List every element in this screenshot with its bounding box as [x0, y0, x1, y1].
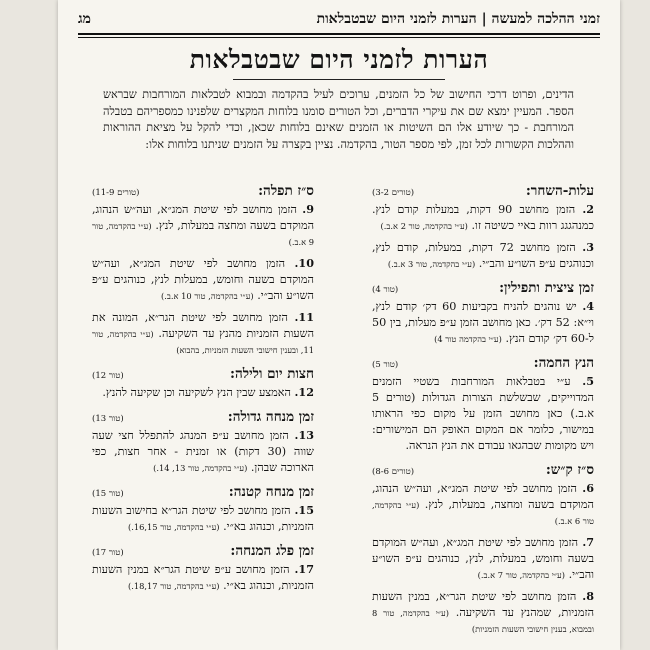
note-text: הזמן מחושב לפי שיטת המג״א, ועה״ש הנהוג, המוקדם בשעה ומחצה במעלות, לנץ. — [92, 203, 315, 232]
note-number: 11. — [294, 310, 314, 324]
section-title: זמן מנחה גדולה: — [227, 409, 314, 425]
section-column-ref: (טור 15) — [92, 489, 124, 499]
note-text: הזמן מחושב לפי שיטת הגר״א, במנין השעות הזמניות, שמהנץ עד השקיעה. — [372, 590, 594, 619]
section-heading — [92, 183, 314, 201]
note-text: האמצע שבין הנץ לשקיעה וכן שקיעה להנץ. — [102, 386, 291, 399]
section-column-ref: (טורים 8-6) — [372, 467, 415, 477]
note-item — [92, 561, 314, 594]
note-item — [92, 427, 314, 476]
page-title: הערות לזמני היום שבטבלאות — [189, 45, 489, 74]
note-text: הזמן מחושב 72 דקות, במעלות, קודם לנץ, וכנוהגים ע״פ השו״ע והב״י. — [372, 241, 594, 270]
note-item — [372, 298, 594, 347]
section-column-ref: (טור 5) — [372, 360, 399, 370]
note-reference: (ע״י בהקדמה, טור 7 א.ב.) — [477, 570, 565, 580]
note-text: הזמן מחושב 90 דקות, במעלות קודם לנץ. כמנהגגג רוות באיי כשיטה זו. — [372, 203, 594, 232]
section-title: הנץ החמה: — [533, 355, 594, 371]
note-reference: (ע״י בהקדמה, טור 6 א.ב.) — [372, 500, 594, 526]
section-heading — [92, 543, 314, 561]
note-number: 2. — [582, 202, 595, 216]
note-number: 4. — [582, 299, 595, 313]
note-item — [92, 384, 314, 401]
note-reference: (ע״י בהקדמה, טור 2 א.ב.) — [380, 221, 468, 231]
section-column-ref: (טורים 11-9) — [92, 188, 140, 198]
note-reference: (ע״י בהקדמה, טור 10 א.ב.) — [161, 291, 254, 301]
section-column-ref: (טור 4) — [372, 285, 399, 295]
note-item — [372, 201, 594, 234]
section-column-ref: (טור 13) — [92, 414, 124, 424]
note-number: 8. — [582, 589, 594, 603]
note-reference: (ע״י בהקדמה, טור 9 א.ב.) — [92, 221, 314, 247]
note-text: הזמן מחושב ע״פ שיטת הגר״א במנין השעות הזמניות, וכנהוג בא״י. — [92, 563, 314, 592]
note-number: 13. — [294, 428, 315, 442]
title-underline — [233, 79, 445, 80]
section-column-ref: (טורים 3-2) — [372, 188, 415, 198]
section-title: ס״ז ק״ש: — [545, 462, 594, 478]
note-reference: (ע״י בהקדמה, טור 16,15.) — [127, 522, 220, 532]
note-item — [92, 201, 314, 250]
note-text: הזמן מחושב לפי שיטת המג״א, ועה״ש הנהוג, המוקדם בשעה ומחצה, במעלות, לנץ. — [372, 482, 594, 511]
note-item — [372, 588, 594, 637]
note-text: ע״י בטבלאות המורחבות בשטיי הזמנים המדוייקים, שבשלשת הצורות הגדולות (טורים 5 א.ב.) כאן מחושב הזמן על מקום כפי הראותו במישור, כלומר אם המקום האופק הם המישורים: ויש מקומות שבהגאו עבודם את הנץ הנראה. — [372, 375, 594, 452]
section-heading — [372, 280, 594, 298]
section-heading — [372, 355, 594, 373]
note-reference: (ע״י בהקדמה טור 4) — [434, 334, 502, 344]
note-number: 3. — [582, 240, 594, 254]
note-text: הזמן מחושב לפי שיטת הגר״א בחישוב השעות הזמניות, וכנהוג בא״י. — [92, 504, 314, 533]
note-item — [372, 373, 594, 454]
section-title: זמן פלג המנחה: — [230, 543, 314, 559]
section-title: עלות-השחר: — [525, 183, 594, 199]
note-number: 17. — [294, 562, 314, 576]
note-item — [372, 239, 594, 272]
left-column — [92, 183, 314, 599]
note-item — [92, 309, 314, 358]
note-number: 6. — [582, 481, 594, 495]
section-title: זמן מנחה קטנה: — [228, 484, 314, 500]
section-heading — [92, 366, 314, 384]
page-number: מג — [78, 10, 91, 27]
note-reference: (ע״י בהקדמה, טור 3 א.ב.) — [387, 259, 476, 269]
book-page — [58, 0, 620, 650]
section-column-ref: (טור 12) — [92, 371, 124, 381]
note-number: 5. — [582, 374, 594, 388]
note-item — [372, 534, 594, 583]
note-text: הזמן מחושב לפי שיטת המג״א, ועה״ש המוקדם בשעה וחומש, במעלות לנץ, כנוהגים ע״פ השו״ע והב״י. — [92, 257, 314, 302]
intro-paragraph: הדינים, ופרוט דרכי החישוב של כל הזמנים, ערוכים לעיל בהקדמה ובמבוא לטבלאות המורחבות שבראש הספר. המעיין ימצא שם את עיקרי הדברים, וכל הטורים סומנו בלוחות המקצרים שלפנינו כמספריהם בטבלה המורחבת - כך שיודע אלו הם השיטות או הזמנים שאינם בלוחות שכאן, וכדי להקל על מציאת ההוראות וההלכות הקשורות לכל זמן, לפי מספר הטור, בהקדמה. נציין בקצרה על הזמנים שניתנו בלוחות אלו: — [103, 88, 574, 151]
section-title: זמן ציצית ותפילין: — [499, 280, 594, 296]
running-header — [58, 8, 620, 30]
header-rule-thick — [78, 33, 600, 35]
section-title: ס״ז תפלה: — [258, 183, 314, 199]
note-text: הזמן מחושב לפי שיטת הגר״א, המונה את השעות הזמניות מהנץ עד השקיעה. — [92, 311, 314, 340]
note-item — [92, 502, 314, 535]
running-title: זמני ההלכה למעשה | הערות לזמני היום שבטבלאות — [316, 10, 600, 27]
note-item — [372, 480, 594, 529]
section-heading — [372, 183, 594, 201]
section-title: חצות יום ולילה: — [230, 366, 314, 382]
note-reference: (ע״י בהקדמה, טור 13, 14.) — [153, 463, 248, 473]
note-reference: (ע״י בהקדמה, טור 8 ובמבוא, בענין חישובי השעות הזמניות) — [372, 608, 594, 634]
note-item — [92, 255, 314, 304]
note-text: הזמן מחושב ע״פ המנהג להתפלל חצי שעה שווה (30 דקות) או זמנית - אחר חצות, כפי הארוכה שבהן. — [92, 429, 314, 474]
note-number: 7. — [582, 535, 595, 549]
note-number: 12. — [294, 385, 314, 399]
note-reference: (ע״י בהקדמה, טור 11, ובענין חישובי השעות הזמניות, בהבוא) — [92, 329, 314, 355]
section-column-ref: (טור 17) — [92, 548, 124, 558]
section-heading — [92, 484, 314, 502]
note-number: 10. — [294, 256, 314, 270]
note-number: 15. — [294, 503, 314, 517]
right-column — [372, 183, 594, 642]
note-text: יש נוהגים להניח בקביעות 60 דק׳ קודם לנץ, וי״א: 52 דק׳. כאן מחושב הזמן ע״פ מעלות, בין 50 ל-60 דק׳ קודם הנץ. — [372, 300, 594, 345]
section-heading — [92, 409, 314, 427]
note-number: 9. — [302, 202, 314, 216]
note-reference: (ע״י בהקדמה, טור 18,17.) — [127, 581, 220, 591]
header-rule-thin — [78, 37, 600, 38]
note-text: הזמן מחושב לפי שיטת המג״א, ועה״ש המוקדם בשעה וחומש, במעלות, לנץ, כנוהגים ע״פ השו״ע והב״י. — [372, 536, 594, 581]
section-heading — [372, 462, 594, 480]
